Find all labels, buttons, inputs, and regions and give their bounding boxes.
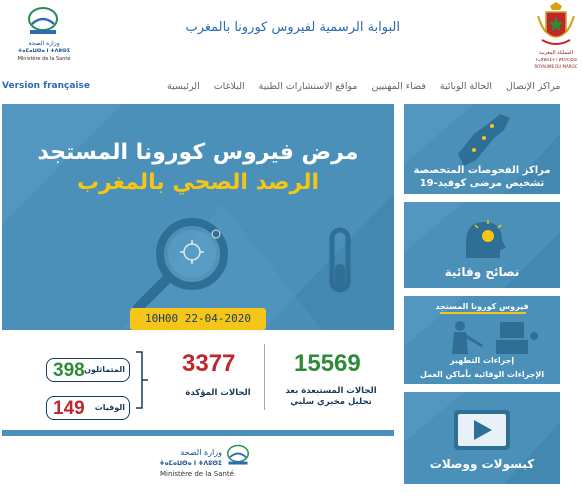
stats-divider [264,344,265,410]
nav-item-call-centers[interactable]: مراكز الإتصال [506,81,561,92]
footer-ministry-ar: وزارة الصحة [180,448,222,457]
report-date-badge: 10H00 22-04-2020 [130,308,266,330]
header [0,0,583,76]
royal-emblem-logo[interactable] [530,2,582,74]
excluded-cases-count: 15569 [294,350,361,377]
kingdom-name-tifinagh: ⵜⴰⴳⵍⴷⵉⵜ ⵏ ⵍⵎⵖⵔⵉⴱ [535,57,577,62]
banner-subtitle: الرصد الصحي بالمغرب [76,170,320,195]
banner-title: مرض فيروس كورونا المستجد [37,140,359,165]
deaths-stat-box [46,396,130,420]
ministry-name-fr: Ministère de la Santé [17,56,71,62]
footer-ministry-emblem-icon [224,444,252,466]
recovered-label: المتماثلون [84,365,125,374]
card-disinfection-bullet-2: الإجراءات الوقائية بأماكن العمل [419,370,545,379]
nav-item-professionals[interactable]: فضاء المهنيين [371,81,426,92]
language-switch-link[interactable]: Version française [2,81,90,91]
deaths-count: 149 [53,398,85,419]
nav-item-medical-sites[interactable]: مواقع الاستشارات الطبية [258,81,358,92]
ministry-name-tifinagh: ⵜⴰⵎⴰⵡⵙⴰ ⵏ ⵜⴷⵓⵙⵉ [17,48,71,54]
excluded-cases-label-line2: تحليل مخبري سلبي [290,397,372,407]
recovered-count: 398 [53,360,85,381]
card-disinfection-title: فيروس كورونا المستجد [435,302,529,311]
card-testing-labs[interactable] [404,104,560,194]
banner-footer [2,436,394,498]
confirmed-cases-label: الحالات المؤكدة [185,388,251,398]
recovered-stat-box [46,358,130,382]
ministry-emblem-icon [26,6,60,36]
kingdom-name-fr: ROYAUME DU MAROC [534,64,578,69]
nav-item-announcements[interactable]: البلاغات [213,81,245,92]
footer-ministry-tifinagh: ⵜⴰⵎⴰⵡⵙⴰ ⵏ ⵜⴷⵓⵙⵉ [159,460,222,467]
ministry-logo[interactable] [12,6,76,64]
ministry-name-ar: وزارة الصحة [28,40,60,47]
excluded-cases-label-line1: الحالات المستبعدة بعد [285,386,377,396]
card-videos-title: كبسولات ووصلات [429,457,535,471]
nav-item-epidemic-status[interactable]: الحالة الوبائية [439,81,493,92]
card-disinfection-bullet-1: إجراءات التطهير [449,356,515,365]
card-prevention-tips-title: نصائح وقائية [444,265,520,279]
nav-item-home[interactable]: الرئيسية [167,81,200,92]
nav-menu [160,81,580,92]
card-testing-labs-title: مراكز الفحوصات المتخصصة [413,165,551,176]
kingdom-name-ar: المملكة المغربية [539,50,573,56]
royal-crest-icon [536,2,576,48]
covid-monitoring-banner[interactable] [2,104,394,498]
card-disinfection-measures[interactable] [404,296,560,384]
deaths-label: الوفيات [94,403,125,412]
site-title[interactable]: البوابة الرسمية لفيروس كورونا بالمغرب [185,20,400,35]
footer-ministry-fr: Ministère de la Santé [160,470,234,478]
banner-background-graphic [2,104,394,330]
card-videos[interactable] [404,392,560,484]
confirmed-cases-count: 3377 [182,350,236,377]
bracket-connector-icon [134,350,148,410]
card-testing-labs-subtitle: تشخيص مرضى كوفيد-19 [419,178,545,189]
main-nav [0,78,583,98]
card-prevention-tips[interactable] [404,202,560,288]
